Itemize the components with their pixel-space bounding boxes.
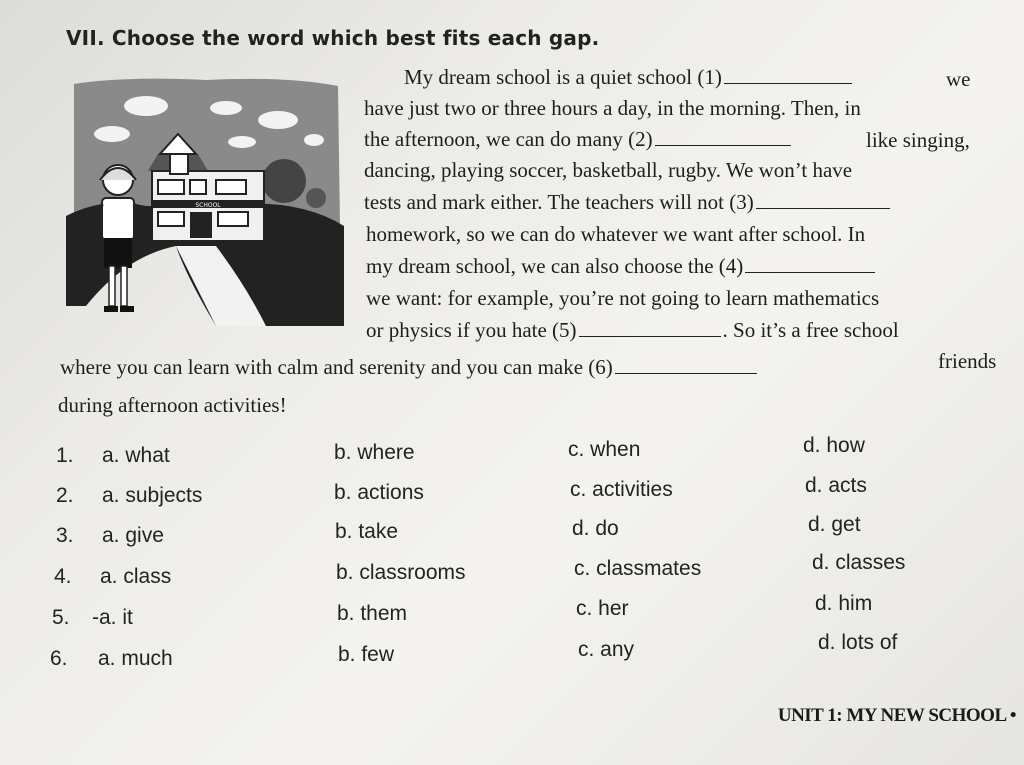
question-number: 1. (56, 444, 74, 467)
passage-line-1-end: we (946, 67, 971, 91)
option-1a[interactable]: a. what (102, 444, 170, 467)
option-5c[interactable]: c. her (576, 597, 629, 620)
question-number: 5. (52, 606, 70, 629)
option-6c[interactable]: c. any (578, 638, 635, 661)
option-3c[interactable]: d. do (572, 517, 619, 540)
option-3b[interactable]: b. take (335, 520, 399, 543)
passage-line-10: where you can learn with calm and serenity and you can make (6) (60, 355, 759, 380)
option-6a[interactable]: a. much (98, 647, 173, 670)
passage-line-3-end: like singing, (866, 128, 970, 152)
passage-line-4: dancing, playing soccer, basketball, rugby. We won’t have (364, 158, 853, 182)
option-3d[interactable]: d. get (808, 513, 861, 536)
option-2d[interactable]: d. acts (805, 474, 867, 497)
exercise-heading: VII. Choose the word which best fits each gap. (66, 26, 600, 50)
school-sign: SCHOOL (195, 202, 221, 209)
option-2a[interactable]: a. subjects (102, 484, 203, 507)
passage-line-3: the afternoon, we can do many (2) (364, 127, 793, 152)
passage-line-2: have just two or three hours a day, in the morning. Then, in (364, 96, 861, 120)
option-5d[interactable]: d. him (815, 592, 873, 615)
option-2c[interactable]: c. activities (570, 478, 673, 501)
option-6b[interactable]: b. few (338, 643, 395, 666)
question-number: 4. (54, 565, 72, 588)
option-5b[interactable]: b. them (337, 602, 408, 625)
passage-line-8: we want: for example, you’re not going to learn mathematics (366, 286, 880, 310)
passage-line-1: My dream school is a quiet school (1) (404, 65, 854, 90)
option-5a[interactable]: -a. it (92, 606, 133, 629)
option-2b[interactable]: b. actions (334, 481, 424, 504)
option-4a[interactable]: a. class (100, 565, 172, 588)
passage-line-11: during afternoon activities! (58, 393, 287, 417)
unit-footer: UNIT 1: MY NEW SCHOOL • (777, 705, 1016, 726)
question-number: 2. (56, 484, 74, 507)
option-1b[interactable]: b. where (334, 441, 415, 464)
option-1d[interactable]: d. how (803, 434, 865, 457)
passage-line-6: homework, so we can do whatever we want after school. In (366, 222, 866, 246)
question-number: 6. (50, 647, 68, 670)
option-4c[interactable]: c. classmates (574, 557, 702, 580)
option-6d[interactable]: d. lots of (818, 631, 898, 654)
passage-line-9: or physics if you hate (5) . So it’s a free school (366, 318, 899, 342)
option-4d[interactable]: d. classes (812, 551, 906, 574)
passage-line-5: tests and mark either. The teachers will not (3) (364, 190, 892, 215)
question-number: 3. (56, 524, 74, 547)
passage-line-7: my dream school, we can also choose the (4) (366, 254, 877, 279)
option-1c[interactable]: c. when (568, 438, 641, 461)
passage-line-10-end: friends (938, 349, 997, 373)
school-illustration (66, 76, 346, 328)
option-3a[interactable]: a. give (102, 524, 164, 547)
option-4b[interactable]: b. classrooms (336, 561, 466, 584)
